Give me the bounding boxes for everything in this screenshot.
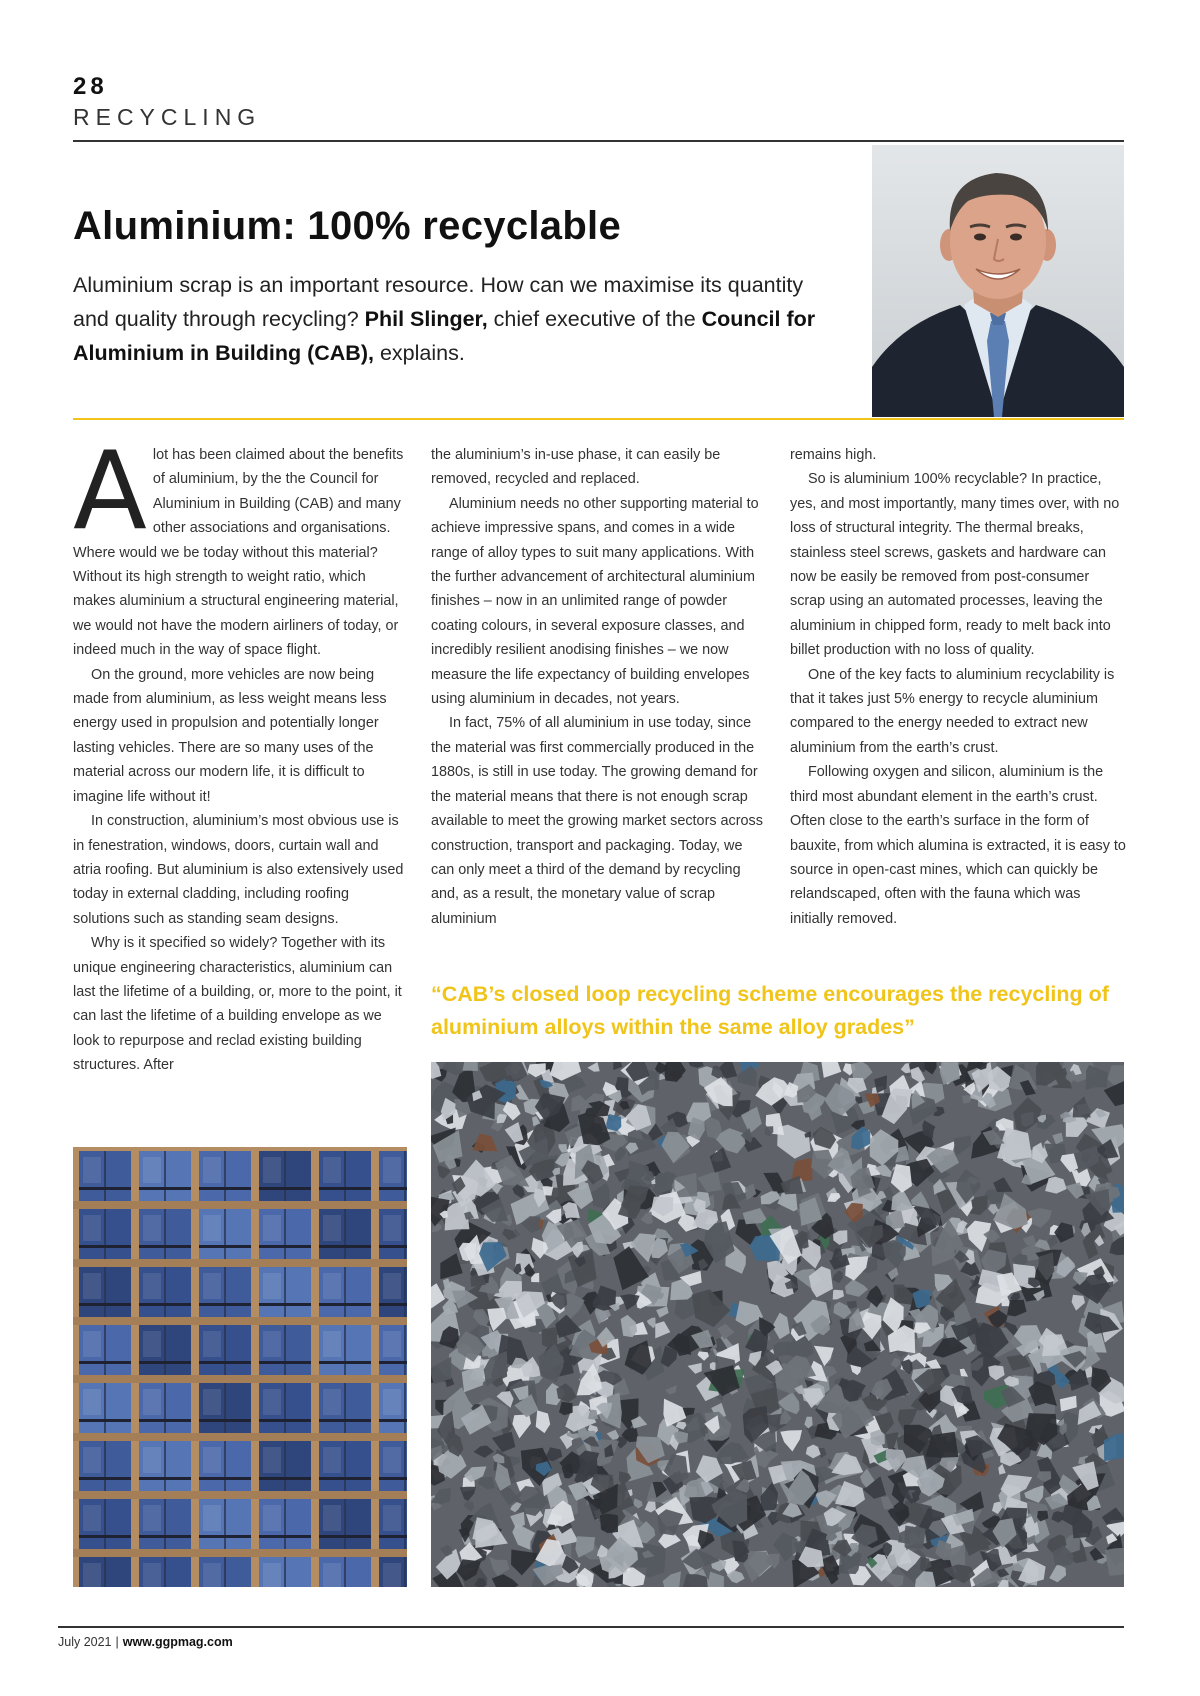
drop-cap: A [73, 429, 147, 554]
body-column-3 [790, 443, 1126, 931]
body-paragraph: One of the key facts to aluminium recyclability is that it takes just 5% energy to recycle aluminium compared to the energy needed to extract new aluminium from the earth’s crust. [790, 666, 1115, 756]
body-paragraph: remains high. [790, 447, 877, 463]
building-facade-photo [73, 1147, 407, 1587]
author-portrait [872, 145, 1124, 417]
footer-rule [58, 1626, 1124, 1628]
body-paragraph: On the ground, more vehicles are now being made from aluminium, as less weight means less energy used in propulsion and potentially longer lasting vehicles. There are so many uses of the material across our modern life, it is difficult to imagine life without it! [73, 666, 387, 805]
pull-quote: “CAB’s closed loop recycling scheme encourages the recycling of aluminium alloys within the same alloy grades” [431, 982, 1109, 1039]
author-name: Phil Slinger, [364, 307, 488, 331]
article-standfirst [73, 268, 843, 370]
aluminium-scrap-illustration [431, 1062, 1124, 1587]
author-portrait-illustration [872, 145, 1124, 417]
article-title: Aluminium: 100% recyclable [73, 204, 622, 248]
body-column-1 [73, 429, 409, 1078]
body-paragraph: Aluminium needs no other supporting material to achieve impressive spans, and comes in a wide range of alloy types to suit many applications. With the further advancement of architectural aluminium finishes – now in an unlimited range of powder coating colours, in several exposure classes, and incredibly resilient anodising finishes – we now measure the life expectancy of building envelopes using aluminium in decades, not years. [431, 495, 759, 708]
building-facade-illustration [73, 1147, 407, 1587]
aluminium-scrap-photo [431, 1062, 1124, 1587]
body-paragraph: the aluminium’s in-use phase, it can easily be removed, recycled and replaced. [431, 447, 721, 488]
body-paragraph: Following oxygen and silicon, aluminium is the third most abundant element in the earth’s crust. Often close to the earth’s surface in the form of bauxite, from which alumina is extracted, it is easy to source in open-cast mines, which can quickly be relandscaped, often with the fauna which was initially removed. [790, 764, 1126, 927]
body-paragraph: In construction, aluminium’s most obvious use is in fenestration, windows, doors, curtain wall and atria roofing. But aluminium is also extensively used today in external cladding, including roofing solutions such as standing seam designs. [73, 813, 404, 927]
body-paragraph: Why is it specified so widely? Together with its unique engineering characteristics, aluminium can last the lifetime of a building, or, more to the point, it can last the lifetime of a building envelope as we look to repurpose and reclad existing building structures. After [73, 935, 402, 1074]
standfirst-text-2: chief executive of the [487, 307, 702, 331]
body-paragraph: In fact, 75% of all aluminium in use today, since the material was first commercially produced in the 1880s, is still in use today. The growing demand for the material means that there is not enough scrap available to meet the growing market sectors across construction, transport and packaging. Today, we can only meet a third of the demand by recycling and, as a result, the monetary value of scrap aluminium [431, 715, 763, 927]
paragraph-text: lot has been claimed about the benefits of aluminium, by the the Council for Aluminium in Building (CAB) and many other associations and organisations. Where would we be today without this material? Without its high strength to weight ratio, which makes aluminium a structural engineering material, we would not have the modern airliners of today, or indeed much in the way of space flight. [73, 447, 404, 659]
footer-separator: | [115, 1635, 119, 1649]
body-paragraph: So is aluminium 100% recyclable? In practice, yes, and most importantly, many times over, with no loss of structural integrity. The thermal breaks, stainless steel screws, gaskets and hardware can now be easily be removed from post-consumer scrap using an automated processes, leaving the aluminium in chipped form, ready to melt back into billet production with no loss of quality. [790, 471, 1120, 659]
body-column-2 [431, 443, 767, 931]
footer-date: July 2021 [58, 1635, 112, 1649]
standfirst-text-3: explains. [373, 341, 465, 365]
page-footer [58, 1635, 233, 1649]
gold-divider [73, 418, 1124, 420]
body-paragraph [73, 429, 409, 663]
section-label: RECYCLING [73, 104, 262, 130]
footer-website: www.ggpmag.com [122, 1635, 233, 1649]
standfirst-text-1: Aluminium scrap is an important resource. How can we maximise its quantity and quality through recycling? [73, 273, 804, 331]
organisation-name: Council for Aluminium in Building (CAB), [73, 307, 816, 365]
page-number: 28 [73, 73, 108, 100]
header-rule [73, 140, 1124, 142]
